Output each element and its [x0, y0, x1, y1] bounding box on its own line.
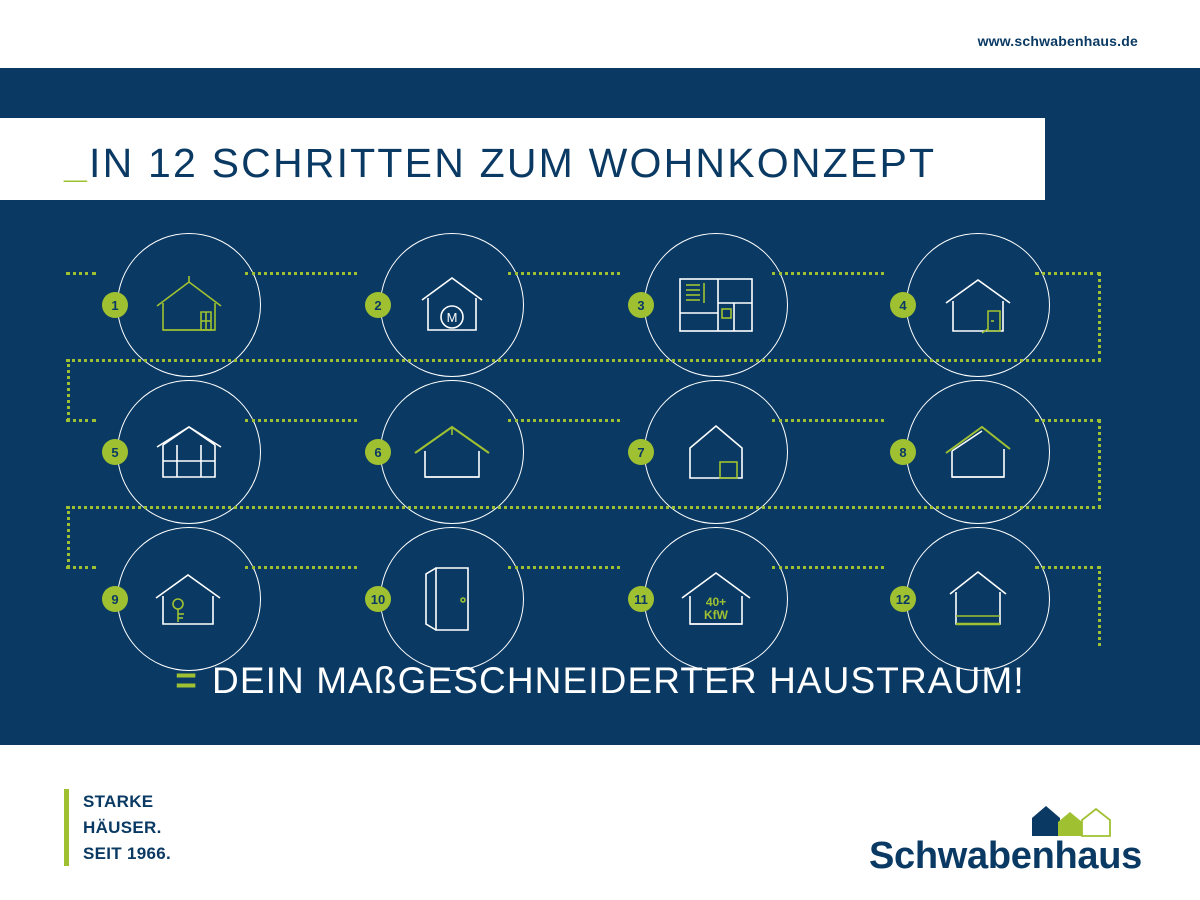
step-item-1[interactable] — [117, 233, 263, 379]
claim-line-2: HÄUSER. — [83, 817, 162, 837]
step-number-9: 9 — [102, 586, 128, 612]
step-number-6: 6 — [365, 439, 391, 465]
step-number-1: 1 — [102, 292, 128, 318]
step-item-8[interactable] — [906, 380, 1052, 526]
house-with-m-icon — [380, 233, 524, 377]
step-item-2[interactable] — [380, 233, 526, 379]
website-url[interactable]: www.schwabenhaus.de — [977, 33, 1138, 49]
connector-4-right — [1035, 272, 1101, 275]
step-item-11[interactable] — [644, 527, 790, 673]
connector-2-3 — [508, 272, 620, 275]
steps-flow — [0, 200, 1200, 670]
step-item-6[interactable] — [380, 380, 526, 526]
page-title — [64, 140, 1044, 187]
company-logo[interactable] — [868, 800, 1142, 878]
brand-claim — [64, 789, 171, 866]
svg-text:KfW: KfW — [704, 608, 728, 622]
connector-row3-in — [67, 506, 70, 568]
step-number-3: 3 — [628, 292, 654, 318]
title-underscore: _ — [64, 140, 90, 186]
house-green-base-icon — [906, 527, 1050, 671]
connector-9-10 — [245, 566, 357, 569]
connector-6-7 — [508, 419, 620, 422]
house-roof-tilt-icon — [906, 380, 1050, 524]
result-line — [0, 660, 1200, 702]
connector-1-2 — [245, 272, 357, 275]
connector-3-4 — [772, 272, 884, 275]
title-label: IN 12 SCHRITTEN ZUM WOHNKONZEPT — [89, 140, 937, 186]
connector-1-left — [66, 272, 96, 275]
connector-row2-in — [67, 359, 70, 421]
step-item-4[interactable] — [906, 233, 1052, 379]
open-door-icon — [380, 527, 524, 671]
claim-line-1: STARKE — [83, 792, 154, 811]
claim-line-3: SEIT 1966. — [83, 843, 172, 863]
connector-12-right — [1035, 566, 1101, 569]
svg-text:40+: 40+ — [705, 595, 727, 609]
steps-row-3 — [0, 527, 1200, 673]
step-number-11: 11 — [628, 586, 654, 612]
house-outline-icon — [117, 233, 261, 377]
result-text: DEIN MAßGESCHNEIDERTER HAUSTRAUM! — [212, 660, 1025, 701]
step-item-3[interactable] — [644, 233, 790, 379]
steps-row-2 — [0, 380, 1200, 526]
house-structure-icon — [117, 380, 261, 524]
house-with-window-icon — [644, 380, 788, 524]
step-item-7[interactable] — [644, 380, 790, 526]
connector-8-right — [1035, 419, 1101, 422]
connector-row2-to-row3 — [66, 506, 1101, 509]
connector-5-6 — [245, 419, 357, 422]
step-item-5[interactable] — [117, 380, 263, 526]
connector-10-11 — [508, 566, 620, 569]
steps-row-1 — [0, 233, 1200, 379]
step-number-7: 7 — [628, 439, 654, 465]
step-number-12: 12 — [890, 586, 916, 612]
connector-row2-down — [1098, 419, 1101, 509]
step-number-4: 4 — [890, 292, 916, 318]
svg-text:M: M — [446, 310, 458, 325]
connector-row1-down — [1098, 272, 1101, 362]
equals-sign: = — [175, 660, 199, 701]
connector-11-12 — [772, 566, 884, 569]
step-item-10[interactable] — [380, 527, 526, 673]
connector-7-8 — [772, 419, 884, 422]
house-kfw40-icon — [644, 527, 788, 671]
step-number-10: 10 — [365, 586, 391, 612]
house-roof-highlight-icon — [380, 380, 524, 524]
logo-wordmark: Schwabenhaus — [868, 835, 1142, 877]
house-with-door-icon — [906, 233, 1050, 377]
floor-plan-icon — [644, 233, 788, 377]
connector-row3-down — [1098, 566, 1101, 646]
connector-9-left — [66, 566, 96, 569]
connector-5-left — [66, 419, 96, 422]
house-with-key-icon — [117, 527, 261, 671]
step-item-9[interactable] — [117, 527, 263, 673]
step-item-12[interactable] — [906, 527, 1052, 673]
step-number-2: 2 — [365, 292, 391, 318]
step-number-8: 8 — [890, 439, 916, 465]
connector-row1-to-row2 — [66, 359, 1101, 362]
step-number-5: 5 — [102, 439, 128, 465]
